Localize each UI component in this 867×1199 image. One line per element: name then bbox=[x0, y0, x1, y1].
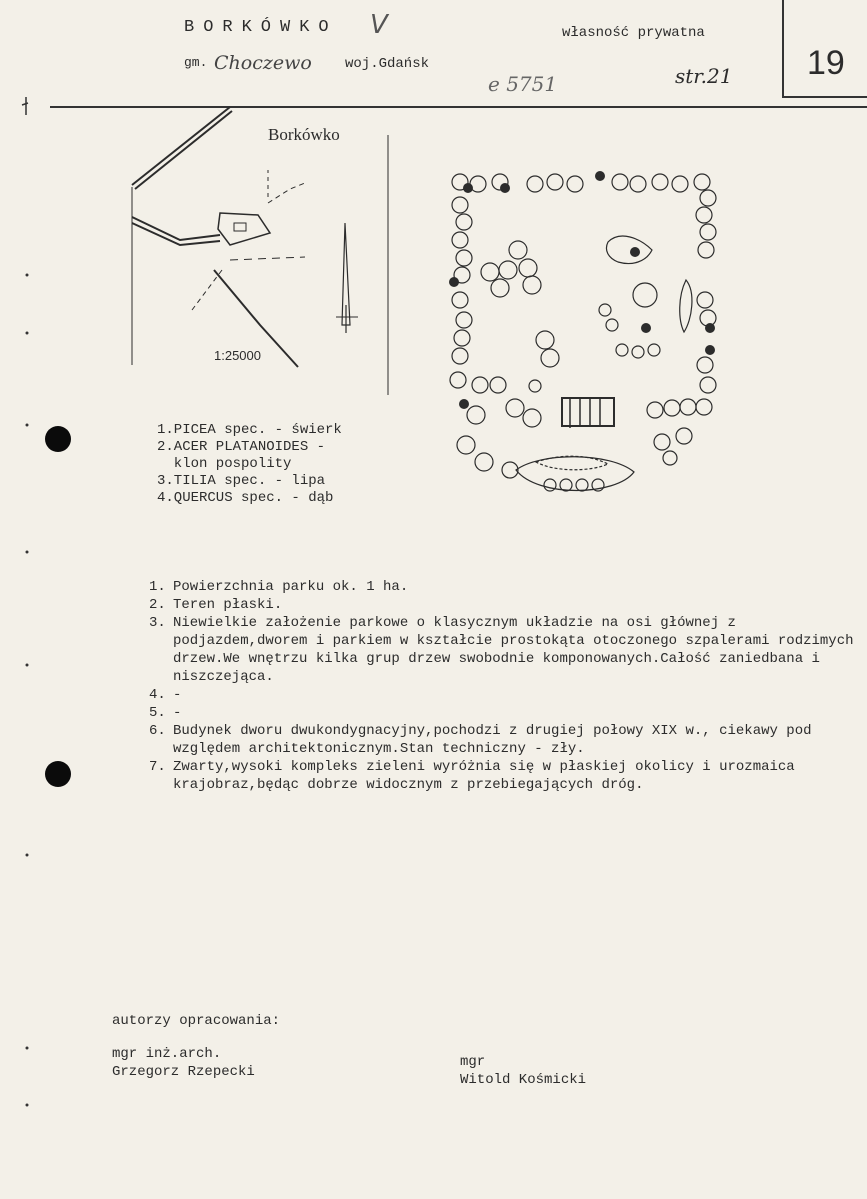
note-text: - bbox=[173, 705, 182, 721]
note-number: 4. bbox=[149, 687, 166, 703]
note-text: Budynek dworu dwukondygnacyjny,pochodzi z drugiej połowy XIX w., ciekawy pod względem architektonicznym.Stan techniczny - zły. bbox=[173, 723, 812, 757]
map-title: Borkówko bbox=[268, 125, 340, 144]
note-text: Teren płaski. bbox=[173, 597, 283, 613]
author-title: mgr bbox=[460, 1054, 486, 1070]
note-number: 3. bbox=[149, 615, 166, 631]
park-plan bbox=[440, 160, 730, 500]
note-item bbox=[149, 758, 863, 794]
note-number: 7. bbox=[149, 759, 166, 775]
authors-label: autorzy opracowania: bbox=[112, 1013, 281, 1029]
place-name: BORKÓWKO bbox=[184, 18, 338, 37]
note-item bbox=[149, 722, 863, 758]
check-mark: V bbox=[370, 10, 388, 40]
note-item bbox=[149, 578, 863, 596]
note-number: 2. bbox=[149, 597, 166, 613]
species-item: 1.PICEA spec. - świerk bbox=[157, 422, 342, 438]
note-text: Zwarty,wysoki kompleks zieleni wyróżnia się w płaskiej okolicy i urozmaica krajobraz,będąc dobrze widocznym z przebiegających dróg. bbox=[173, 759, 795, 793]
note-number: 1. bbox=[149, 579, 166, 595]
note-number: 6. bbox=[149, 723, 166, 739]
species-item: klon pospolity bbox=[157, 456, 292, 472]
species-item: 2.ACER PLATANOIDES - bbox=[157, 439, 326, 455]
gmina-prefix: gm. bbox=[184, 55, 208, 70]
author-block bbox=[112, 1045, 255, 1081]
margin-marks bbox=[20, 95, 34, 1145]
card-number: 19 bbox=[807, 44, 845, 82]
species-item: 4.QUERCUS spec. - dąb bbox=[157, 490, 334, 506]
note-item bbox=[149, 614, 863, 686]
location-map bbox=[130, 105, 392, 397]
binder-hole bbox=[45, 761, 71, 787]
note-text: Niewielkie założenie parkowe o klasycznym układzie na osi głównej z podjazdem,dworem i parkiem w kształcie prostokąta otoczonego szpalerami rodzimych drzew.We wnętrzu kilka grup drzew swobodnie komponowanych.Całość zaniedbana i niszczejąca. bbox=[173, 615, 854, 685]
note-number: 5. bbox=[149, 705, 166, 721]
note-text: - bbox=[173, 687, 182, 703]
gmina-name: Choczewo bbox=[214, 52, 312, 74]
species-item: 3.TILIA spec. - lipa bbox=[157, 473, 326, 489]
author-name: Witold Kośmicki bbox=[460, 1072, 587, 1088]
note-item bbox=[149, 686, 863, 704]
voivodeship: woj.Gdańsk bbox=[345, 56, 430, 72]
ownership-label: własność prywatna bbox=[562, 25, 705, 41]
catalog-id: e 5751 bbox=[488, 72, 558, 96]
note-text: Powierzchnia parku ok. 1 ha. bbox=[173, 579, 409, 595]
species-legend bbox=[157, 422, 342, 507]
author-name: Grzegorz Rzepecki bbox=[112, 1064, 255, 1080]
binder-hole bbox=[45, 426, 71, 452]
author-title: mgr inż.arch. bbox=[112, 1046, 222, 1062]
map-scale: 1:25000 bbox=[214, 348, 261, 363]
author-block bbox=[460, 1053, 586, 1089]
page-reference: str.21 bbox=[675, 64, 733, 88]
note-item bbox=[149, 704, 863, 722]
note-item bbox=[149, 596, 863, 614]
notes-list bbox=[149, 578, 863, 794]
